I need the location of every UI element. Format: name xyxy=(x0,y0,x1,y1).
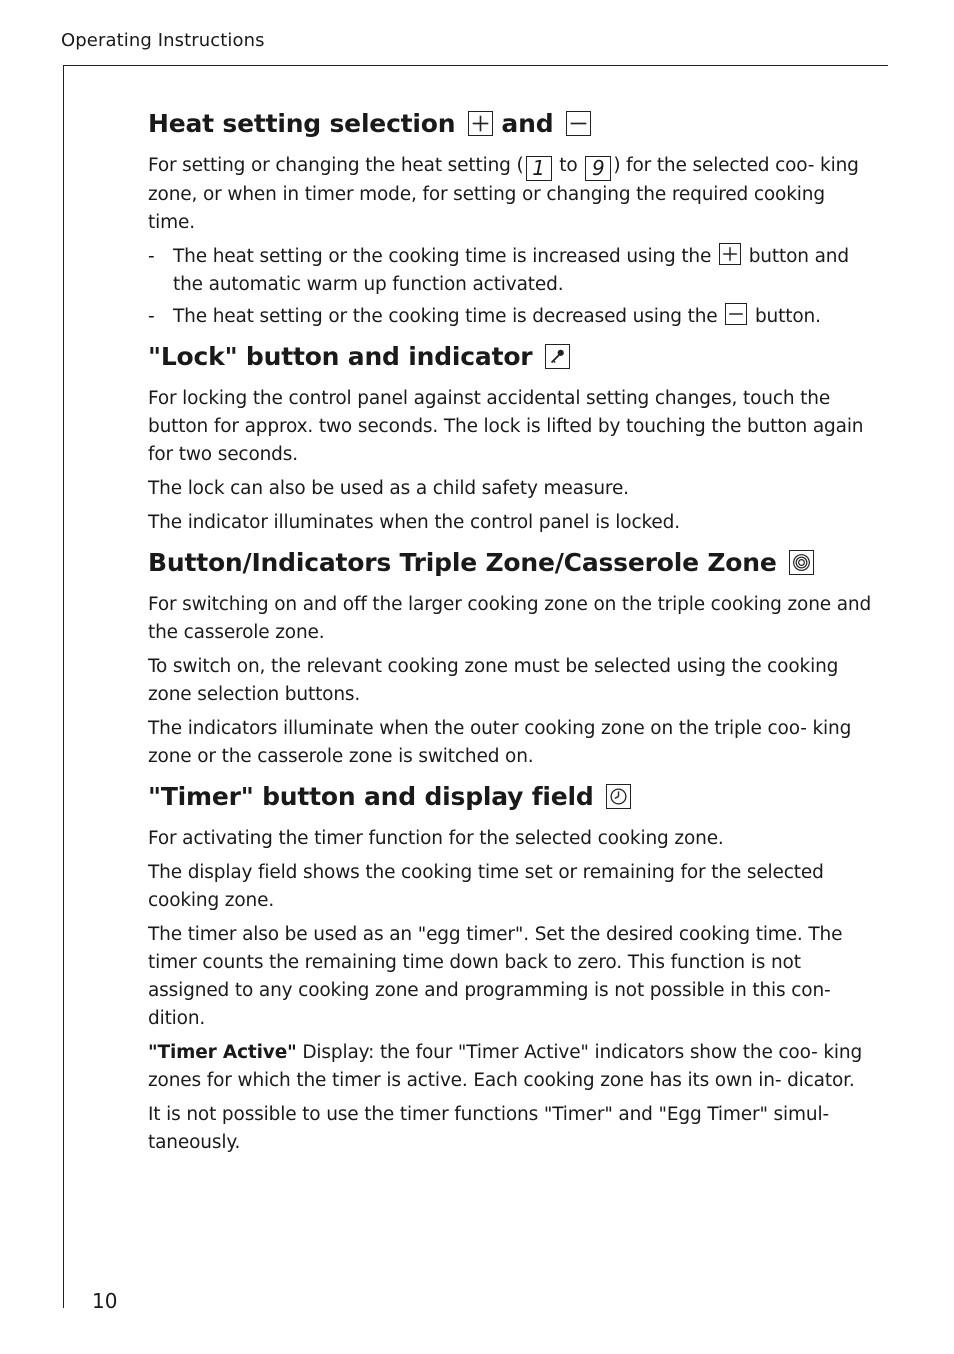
lock-paragraph-1: For locking the control panel against accidental setting changes, touch the button for approx. two seconds. The lock is lifted by touching the button again for two seconds. xyxy=(148,388,864,465)
plus-icon xyxy=(719,243,741,265)
timer-active-paragraph: "Timer Active" Display: the four "Timer Active" indicators show the coo- king zones for which the timer is active. Each cooking zone has its own in- dicator. xyxy=(148,1042,863,1091)
lock-heading: "Lock" button and indicator xyxy=(148,337,873,377)
lock-paragraph-2: The lock can also be used as a child safety measure. xyxy=(148,478,629,499)
timer-active-term: "Timer Active" xyxy=(148,1042,297,1063)
lock-paragraph-3: The indicator illuminates when the control panel is locked. xyxy=(148,512,680,533)
timer-heading: "Timer" button and display field xyxy=(148,777,873,817)
heat-setting-list xyxy=(148,243,873,331)
heat-setting-heading: Heat setting selection and xyxy=(148,104,873,144)
list-item: - The heat setting or the cooking time is increased using the button and the automatic warm up function activated. xyxy=(148,243,873,299)
heat-setting-intro: For setting or changing the heat setting ( 1 to 9 ) for the selected coo- king zone, or when in timer mode, for setting or changing the required cooking time. xyxy=(148,155,859,233)
triple-zone-paragraph-1: For switching on and off the larger cooking zone on the triple cooking zone and the casserole zone. xyxy=(148,594,872,643)
page-content xyxy=(148,104,873,1163)
lock-section xyxy=(148,337,873,537)
heat-setting-section xyxy=(148,104,873,331)
triple-zone-paragraph-3: The indicators illuminate when the outer cooking zone on the triple coo- king zone or the casserole zone is switched on. xyxy=(148,718,852,767)
minus-icon xyxy=(725,303,747,325)
top-rule xyxy=(63,65,888,66)
triple-zone-icon xyxy=(789,550,814,575)
key-icon xyxy=(545,344,570,369)
timer-paragraph-3: The timer also be used as an "egg timer". Set the desired cooking time. The timer counts the remaining time down back to zero. This function is not assigned to any cooking zone and programming is not possible in this con- dition. xyxy=(148,924,843,1029)
timer-paragraph-1: For activating the timer function for the selected cooking zone. xyxy=(148,828,724,849)
minus-icon xyxy=(566,111,591,136)
timer-paragraph-2: The display field shows the cooking time set or remaining for the selected cooking zone. xyxy=(148,862,824,911)
list-item: - The heat setting or the cooking time is decreased using the button. xyxy=(148,303,873,331)
left-rule xyxy=(63,65,64,1308)
plus-icon xyxy=(468,111,493,136)
timer-section xyxy=(148,777,873,1157)
page-number: 10 xyxy=(92,1289,118,1313)
running-header: Operating Instructions xyxy=(61,30,265,51)
clock-icon xyxy=(606,784,631,809)
triple-zone-paragraph-2: To switch on, the relevant cooking zone must be selected using the cooking zone selection buttons. xyxy=(148,656,839,705)
timer-paragraph-5: It is not possible to use the timer functions "Timer" and "Egg Timer" simul- taneously. xyxy=(148,1104,829,1153)
triple-zone-section xyxy=(148,543,873,771)
digit-9-display-icon: 9 xyxy=(585,156,611,181)
triple-zone-heading: Button/Indicators Triple Zone/Casserole Zone xyxy=(148,543,873,583)
digit-1-display-icon: 1 xyxy=(526,156,552,181)
